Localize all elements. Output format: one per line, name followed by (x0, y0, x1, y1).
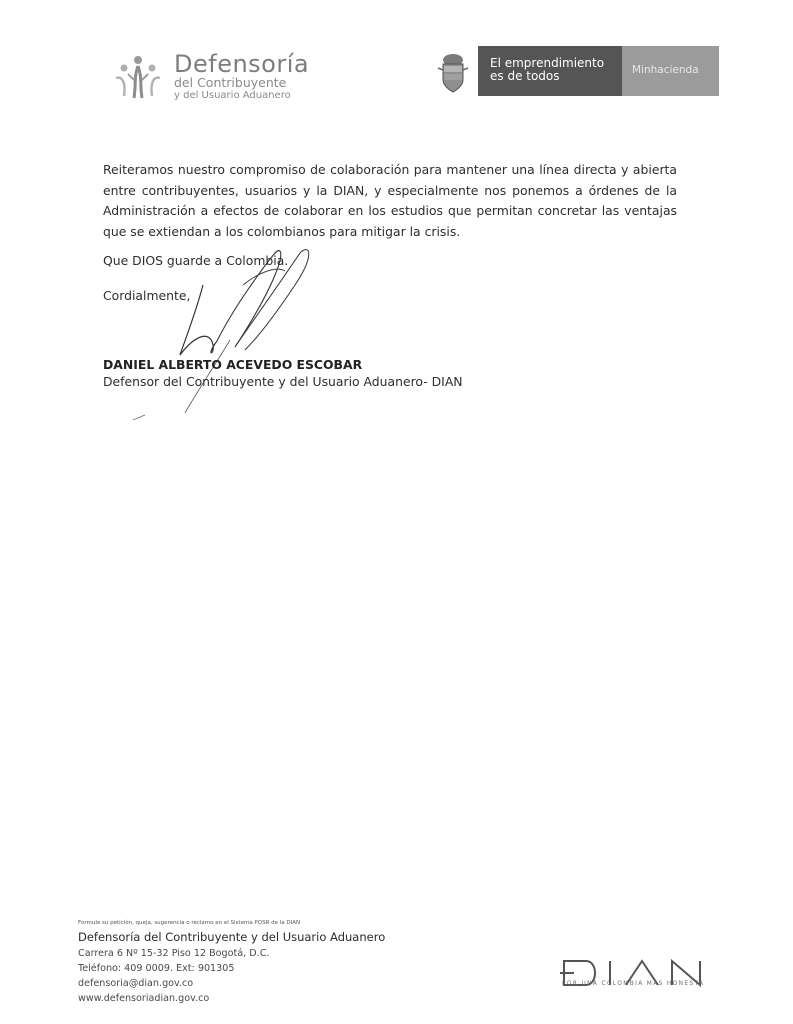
body-paragraph: Reiteramos nuestro compromiso de colaboración para mantener una línea directa y abierta entre contribuyentes, usuarios y la DIAN, y especialmente nos ponemos a órdenes de la Administración a efectos de colaborar en los estudios que permitan concretar las ventajas que se extiendan a los colombianos para mitigar la crisis. (103, 162, 677, 239)
dian-tagline: POR UNA COLOMBIA MÁS HONESTA (562, 981, 705, 987)
banner-line-1: El emprendimiento (490, 56, 605, 70)
government-banner (478, 46, 719, 96)
footer-website[interactable]: www.defensoriadian.gov.co (78, 993, 210, 1004)
handwritten-signature (125, 245, 325, 420)
footer-address: Carrera 6 Nº 15-32 Piso 12 Bogotá, D.C. (78, 948, 270, 959)
defensoria-subtitle-2: y del Usuario Aduanero (174, 90, 291, 101)
signer-name: DANIEL ALBERTO ACEVEDO ESCOBAR (103, 357, 363, 372)
footer-organization: Defensoría del Contribuyente y del Usuario Aduanero (78, 930, 386, 944)
defensoria-logo (112, 52, 312, 106)
defensoria-subtitle-1: del Contribuyente (174, 75, 287, 90)
minhacienda-label: Minhacienda (622, 46, 719, 96)
footer-email[interactable]: defensoria@dian.gov.co (78, 978, 194, 989)
people-emblem-icon (112, 52, 164, 102)
coat-of-arms-icon (436, 52, 470, 94)
regards-line: Cordialmente, (103, 288, 191, 303)
defensoria-title: Defensoría (174, 50, 310, 78)
footer-phone: Teléfono: 409 0009. Ext: 901305 (78, 963, 235, 974)
footer-note: Formule su petición, queja, sugerencia o reclamo en el Sistema PQSR de la DIAN (78, 920, 301, 926)
closing-line: Que DIOS guarde a Colombia. (103, 253, 289, 268)
signer-title: Defensor del Contribuyente y del Usuario Aduanero- DIAN (103, 374, 463, 389)
dian-logo (560, 945, 720, 995)
banner-line-2: es de todos (490, 69, 560, 83)
banner-slogan (478, 46, 622, 96)
